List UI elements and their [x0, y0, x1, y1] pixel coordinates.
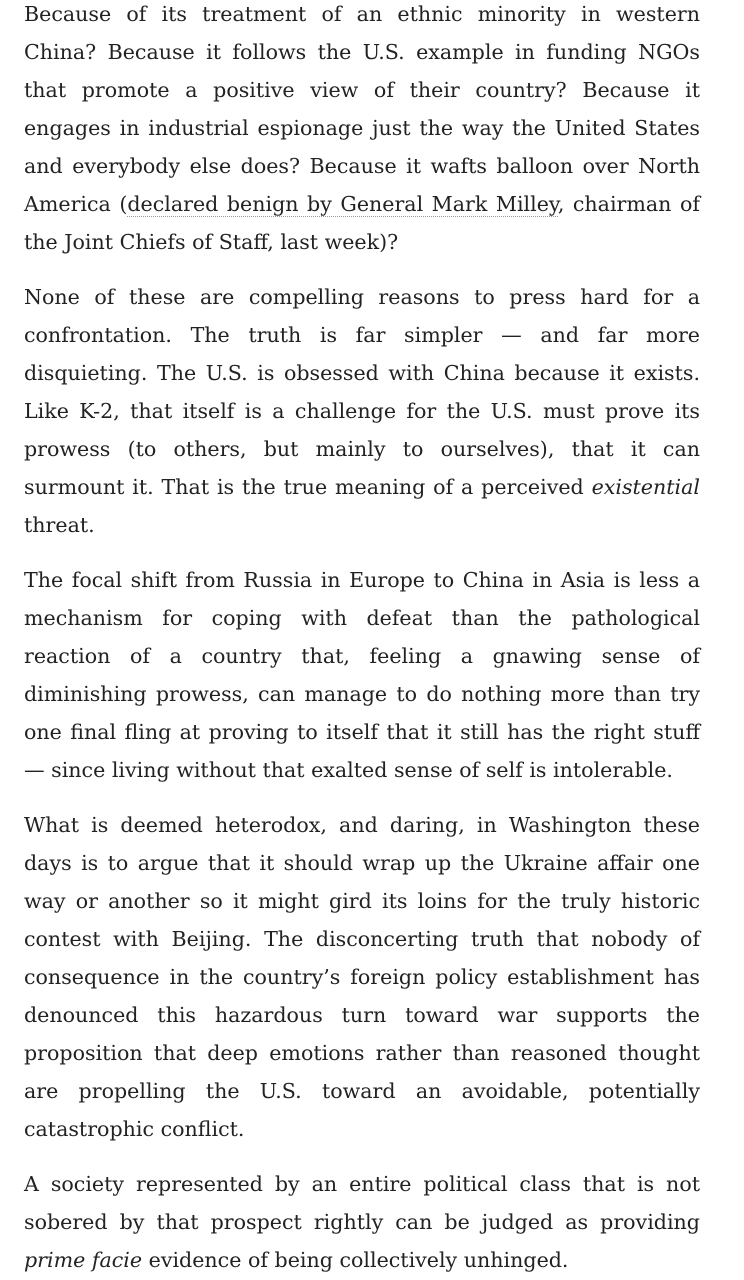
paragraph-text: A society represented by an entire political class that is not sobered by that prospect rightly can be judged as providing — [24, 1172, 700, 1234]
paragraph-4 — [24, 806, 700, 1148]
milley-link[interactable]: declared benign by General Mark Milley — [127, 192, 558, 216]
paragraph-text: Because of its treatment of an ethnic minority in western China? Because it follows the U.S. example in funding NGOs that promote a positive view of their country? Because it engages in industrial espionage just the way the United States and everybody else does? Because it wafts balloon over North America ( — [24, 2, 700, 216]
paragraph-text: evidence of being collectively unhinged. — [142, 1248, 569, 1272]
paragraph-text: What is deemed heterodox, and daring, in Washington these days is to argue that it should wrap up the Ukraine affair one way or another so it might gird its loins for the truly historic contest with Beijing. The disconcerting truth that nobody of consequence in the country’s foreign policy establishment has denounced this hazardous turn toward war supports the proposition that deep emotions rather than reasoned thought are propelling the U.S. toward an avoidable, potentially catastrophic conflict. — [24, 813, 700, 1141]
paragraph-2 — [24, 278, 700, 544]
paragraph-1 — [24, 0, 700, 261]
paragraph-text: threat. — [24, 513, 95, 537]
emphasis-text: prime facie — [24, 1248, 143, 1272]
paragraph-text: None of these are compelling reasons to press hard for a confrontation. The truth is far simpler — and far more disquieting. The U.S. is obsessed with China because it exists. Like K-2, that itself is a challenge for the U.S. must prove its prowess (to others, but mainly to ourselves), that it can surmount it. That is the true meaning of a perceived — [24, 285, 700, 499]
paragraph-3 — [24, 561, 700, 789]
paragraph-text: The focal shift from Russia in Europe to China in Asia is less a mechanism for coping with defeat than the pathological reaction of a country that, feeling a gnawing sense of diminishing prowess, can manage to do nothing more than try one final fling at proving to itself that it still has the right stuff — since living without that exalted sense of self is intolerable. — [24, 568, 700, 782]
paragraph-5 — [24, 1165, 700, 1279]
emphasis-text: existential — [591, 475, 700, 499]
paragraph-text: , chairman of the Joint Chiefs of Staff, last week)? — [24, 192, 700, 254]
